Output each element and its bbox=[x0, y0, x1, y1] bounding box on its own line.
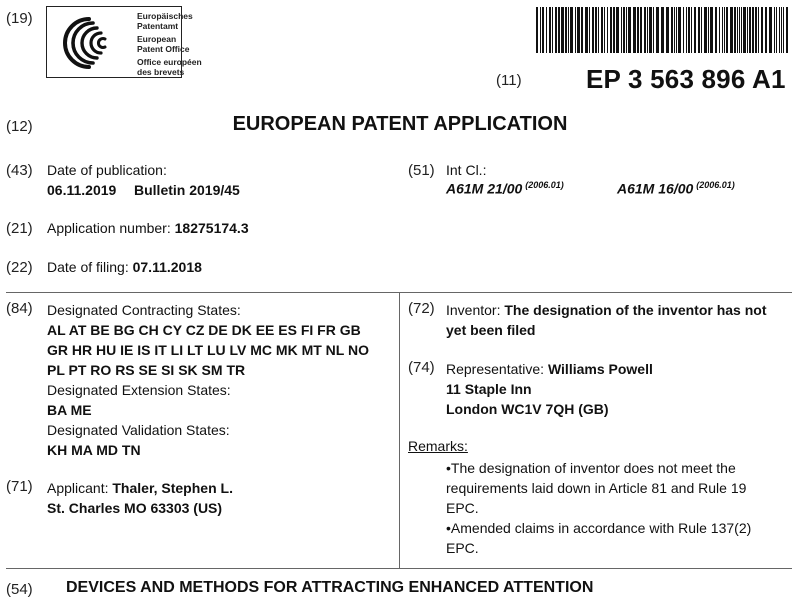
application-number-value: 18275174.3 bbox=[174, 220, 249, 236]
barcode-bar bbox=[701, 7, 702, 53]
representative-address-2: London WC1V 7QH (GB) bbox=[446, 401, 609, 417]
publication-number: EP 3 563 896 A1 bbox=[586, 64, 786, 94]
extension-states-label: Designated Extension States: bbox=[47, 382, 231, 398]
remark-line: requirements laid down in Article 81 and Rule 19 bbox=[446, 480, 747, 496]
barcode-bar bbox=[555, 7, 557, 53]
contracting-states-label: Designated Contracting States: bbox=[47, 302, 241, 318]
barcode-bar bbox=[776, 7, 777, 53]
epo-logo bbox=[46, 6, 202, 78]
barcode-bar bbox=[691, 7, 692, 53]
int-cl-version: (2006.01) bbox=[696, 180, 735, 190]
filing-date-value: 07.11.2018 bbox=[132, 259, 202, 275]
barcode-bar bbox=[676, 7, 677, 53]
designated-states-block bbox=[47, 300, 369, 460]
barcode-bar bbox=[661, 7, 664, 53]
barcode-bar bbox=[722, 7, 723, 53]
int-cl-label: Int Cl.: bbox=[446, 162, 487, 178]
barcode-bar bbox=[779, 7, 780, 53]
inventor-line-1: The designation of the inventor has not bbox=[504, 302, 767, 318]
barcode-bar bbox=[613, 7, 615, 53]
barcode-bar bbox=[607, 7, 608, 53]
publication-date: 06.11.2019 bbox=[47, 182, 117, 198]
barcode-bar bbox=[688, 7, 690, 53]
barcode-bar bbox=[644, 7, 646, 53]
inid-code-43: (43) bbox=[6, 162, 33, 179]
publication-bulletin: Bulletin 2019/45 bbox=[134, 182, 240, 198]
bottom-divider bbox=[6, 568, 792, 569]
document-type-title: EUROPEAN PATENT APPLICATION bbox=[232, 113, 568, 135]
barcode-bar bbox=[568, 7, 569, 53]
barcode-bar bbox=[741, 7, 742, 53]
barcode-bar bbox=[561, 7, 564, 53]
office-name-fr-2: des brevets bbox=[137, 67, 185, 77]
inid-code-12: (12) bbox=[6, 118, 33, 135]
column-divider bbox=[399, 292, 400, 568]
barcode-bar bbox=[737, 7, 738, 53]
extension-states-value: BA ME bbox=[47, 402, 92, 418]
barcode-bar bbox=[536, 7, 538, 53]
barcode-bar bbox=[781, 7, 782, 53]
barcode-bar bbox=[698, 7, 700, 53]
contracting-states-line: AL AT BE BG CH CY CZ DE DK EE ES FI FR GB bbox=[47, 322, 361, 338]
barcode-bar bbox=[610, 7, 612, 53]
barcode-bar bbox=[549, 7, 551, 53]
office-name-de-2: Patentamt bbox=[137, 21, 179, 31]
barcode-bar bbox=[581, 7, 583, 53]
barcode-bar bbox=[585, 7, 588, 53]
inventor-line-2: yet been filed bbox=[446, 322, 536, 338]
contracting-states-line: GR HR HU IE IS IT LI LT LU LV MC MK MT NL NO bbox=[47, 342, 369, 358]
barcode-bar bbox=[730, 7, 733, 53]
int-cl-symbol: A61M 21/00 bbox=[446, 180, 523, 197]
remark-line: •Amended claims in accordance with Rule 137(2) bbox=[446, 520, 752, 536]
representative-name: Williams Powell bbox=[547, 361, 653, 377]
barcode-bar bbox=[710, 7, 713, 53]
barcode-bar bbox=[783, 7, 784, 53]
barcode-bar bbox=[592, 7, 594, 53]
barcode-bar bbox=[671, 7, 673, 53]
barcode-bar bbox=[715, 7, 717, 53]
barcode-bar bbox=[683, 7, 684, 53]
applicant-label: Applicant: bbox=[47, 480, 109, 496]
representative-address-1: 11 Staple Inn bbox=[446, 381, 532, 397]
barcode-bar bbox=[774, 7, 775, 53]
office-name-en-2: Patent Office bbox=[137, 44, 190, 54]
barcode-icon bbox=[536, 7, 788, 53]
epo-logo-icon bbox=[51, 11, 125, 73]
barcode-bar bbox=[686, 7, 687, 53]
barcode-bar bbox=[649, 7, 652, 53]
applicant-block bbox=[47, 478, 233, 518]
barcode-bar bbox=[656, 7, 659, 53]
barcode-bar bbox=[752, 7, 754, 53]
barcode-bar bbox=[637, 7, 639, 53]
barcode-bar bbox=[708, 7, 709, 53]
int-cl-symbol: A61M 16/00 bbox=[617, 180, 694, 197]
int-cl-version: (2006.01) bbox=[525, 180, 564, 190]
barcode-bar bbox=[653, 7, 654, 53]
barcode-bar bbox=[540, 7, 541, 53]
inid-code-51: (51) bbox=[408, 162, 435, 179]
inventor-block bbox=[446, 300, 767, 340]
barcode-bar bbox=[616, 7, 619, 53]
applicant-name: Thaler, Stephen L. bbox=[112, 480, 233, 496]
office-name-en-1: European bbox=[137, 34, 177, 44]
inid-code-54: (54) bbox=[6, 581, 33, 598]
barcode-bar bbox=[589, 7, 590, 53]
barcode-bar bbox=[743, 7, 746, 53]
remark-line: EPC. bbox=[446, 500, 479, 516]
application-number-label: Application number: bbox=[47, 220, 171, 236]
barcode-bar bbox=[575, 7, 576, 53]
office-name-de-1: Europäisches bbox=[137, 11, 193, 21]
barcode-bar bbox=[761, 7, 763, 53]
barcode-bar bbox=[570, 7, 573, 53]
barcode-bar bbox=[552, 7, 553, 53]
validation-states-label: Designated Validation States: bbox=[47, 422, 230, 438]
barcode-bar bbox=[633, 7, 636, 53]
barcode-bar bbox=[621, 7, 622, 53]
barcode-bar bbox=[694, 7, 696, 53]
application-number bbox=[47, 220, 249, 236]
barcode-bar bbox=[601, 7, 603, 53]
barcode-bar bbox=[666, 7, 669, 53]
barcode-bar bbox=[623, 7, 625, 53]
barcode-bar bbox=[769, 7, 772, 53]
barcode-bar bbox=[786, 7, 788, 53]
barcode-bar bbox=[719, 7, 720, 53]
barcode-bar bbox=[747, 7, 748, 53]
barcode-bar bbox=[558, 7, 560, 53]
barcode-bar bbox=[734, 7, 736, 53]
remarks-list bbox=[446, 458, 751, 558]
applicant-address: St. Charles MO 63303 (US) bbox=[47, 500, 223, 516]
barcode-bar bbox=[678, 7, 681, 53]
contracting-states-line: PL PT RO RS SE SI SK SM TR bbox=[47, 362, 246, 378]
epo-office-name bbox=[137, 11, 202, 77]
inid-code-11: (11) bbox=[496, 72, 522, 89]
inid-code-21: (21) bbox=[6, 220, 33, 237]
barcode-bar bbox=[604, 7, 605, 53]
inid-code-84: (84) bbox=[6, 300, 33, 317]
barcode-bar bbox=[565, 7, 567, 53]
barcode-bar bbox=[647, 7, 648, 53]
inid-code-74: (74) bbox=[408, 359, 435, 376]
barcode-bar bbox=[640, 7, 642, 53]
barcode-bar bbox=[739, 7, 740, 53]
publication-date-label: Date of publication: bbox=[47, 162, 167, 178]
barcode-bar bbox=[542, 7, 544, 53]
inid-code-22: (22) bbox=[6, 259, 33, 276]
barcode-bar bbox=[726, 7, 728, 53]
barcode-bar bbox=[724, 7, 725, 53]
barcode-bar bbox=[598, 7, 599, 53]
barcode-bar bbox=[765, 7, 767, 53]
inventor-label: Inventor: bbox=[446, 302, 501, 318]
remarks-label: Remarks: bbox=[408, 438, 468, 454]
barcode-bar bbox=[546, 7, 547, 53]
remark-line: •The designation of inventor does not meet the bbox=[446, 460, 736, 476]
barcode-bar bbox=[626, 7, 627, 53]
barcode-bar bbox=[577, 7, 580, 53]
representative-label: Representative: bbox=[446, 361, 545, 377]
barcode-bar bbox=[595, 7, 597, 53]
barcode-bar bbox=[755, 7, 757, 53]
validation-states-value: KH MA MD TN bbox=[47, 442, 141, 458]
int-cl-class-2 bbox=[617, 180, 735, 197]
inid-code-72: (72) bbox=[408, 300, 435, 317]
filing-date-label: Date of filing: bbox=[47, 259, 129, 275]
inid-code-71: (71) bbox=[6, 478, 33, 495]
representative-block bbox=[446, 359, 653, 419]
barcode-bar bbox=[674, 7, 675, 53]
remark-line: EPC. bbox=[446, 540, 479, 556]
filing-date bbox=[47, 259, 202, 275]
barcode-bar bbox=[749, 7, 751, 53]
office-name-fr-1: Office européen bbox=[137, 57, 202, 67]
barcode-bar bbox=[628, 7, 631, 53]
invention-title: DEVICES AND METHODS FOR ATTRACTING ENHANCED ATTENTION bbox=[66, 579, 594, 596]
barcode-bar bbox=[758, 7, 759, 53]
barcode-bar bbox=[704, 7, 707, 53]
int-cl-class-1 bbox=[446, 180, 564, 197]
inid-code-19: (19) bbox=[6, 10, 33, 27]
